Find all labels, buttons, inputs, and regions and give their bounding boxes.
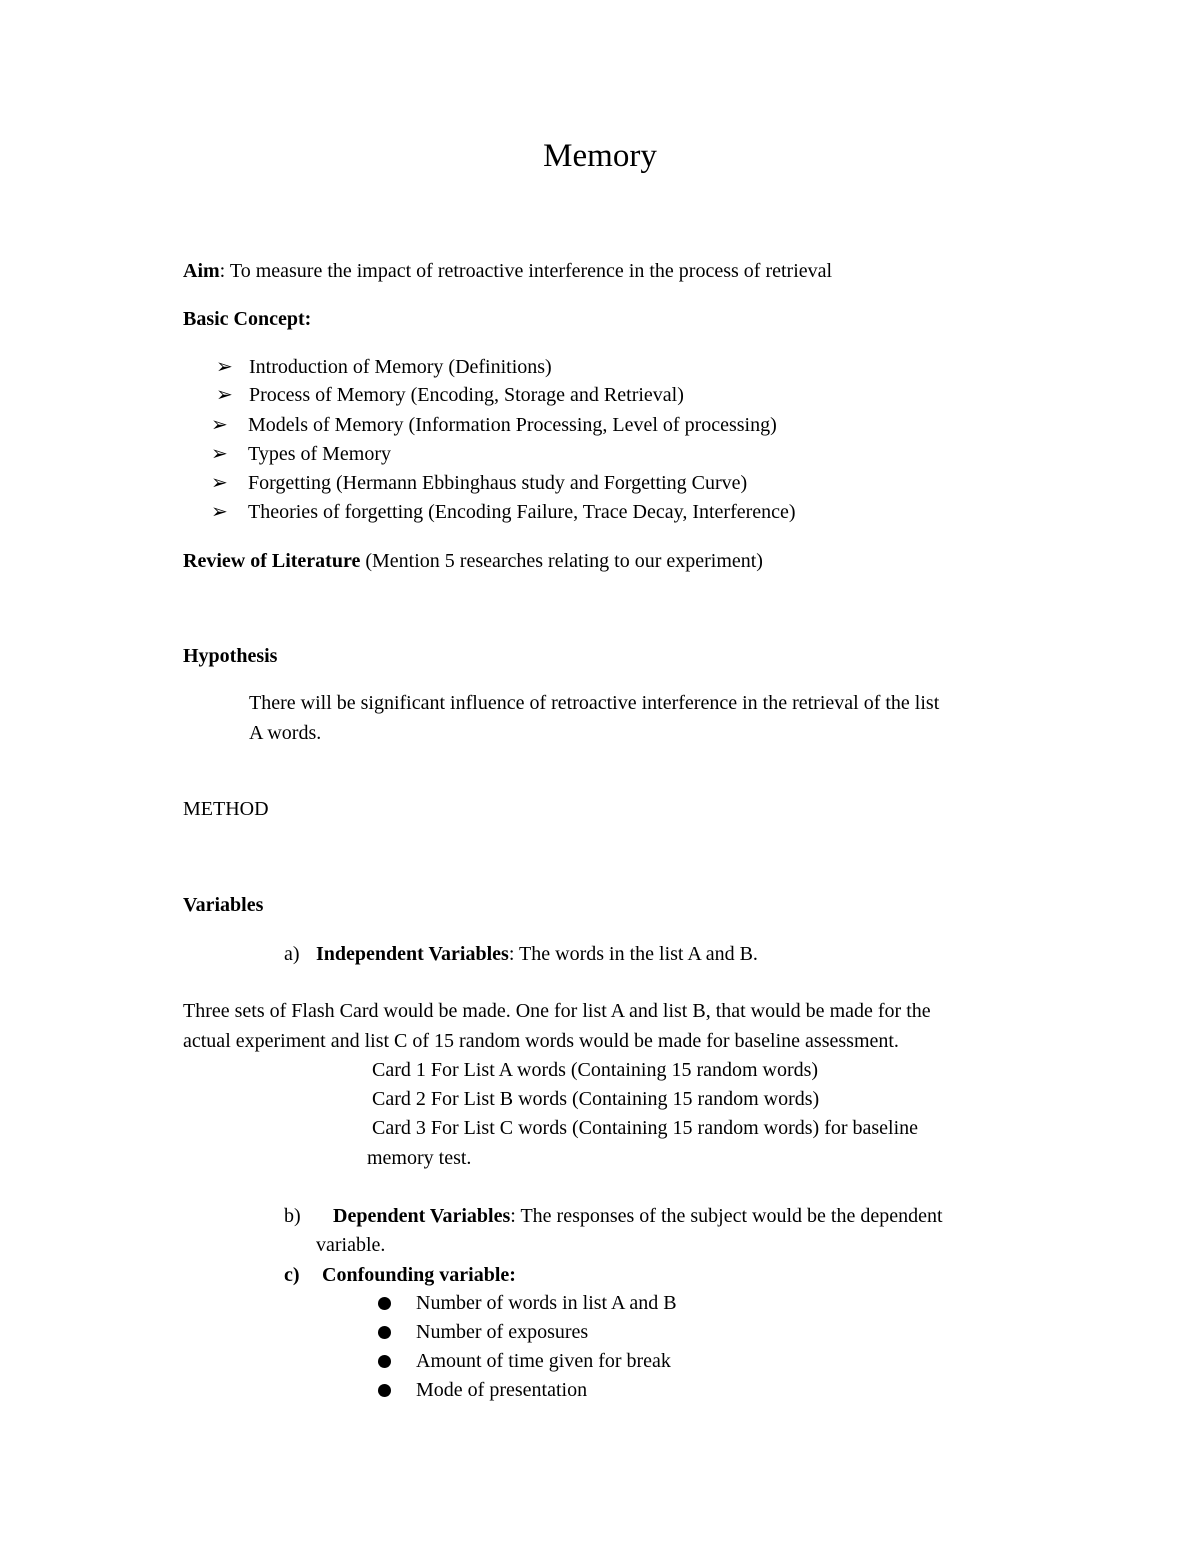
list-marker: c) bbox=[284, 1264, 300, 1286]
bullet-icon bbox=[378, 1384, 391, 1397]
independent-variables-label: Independent Variables bbox=[316, 943, 509, 965]
confounding-item: Amount of time given for break bbox=[416, 1350, 671, 1372]
dependent-variables-label: Dependent Variables bbox=[333, 1205, 511, 1227]
dependent-variables-text: : The responses of the subject would be the dependent bbox=[510, 1205, 943, 1227]
independent-variables-text: : The words in the list A and B. bbox=[508, 943, 758, 965]
hypothesis-heading: Hypothesis bbox=[183, 645, 278, 667]
method-heading: METHOD bbox=[183, 798, 269, 820]
flash-card-text-line: actual experiment and list C of 15 random words would be made for baseline assessment. bbox=[183, 1030, 899, 1052]
independent-variables-line bbox=[316, 942, 758, 966]
card-item: Card 2 For List B words (Containing 15 random words) bbox=[372, 1088, 820, 1110]
dependent-variables-continuation: variable. bbox=[316, 1234, 386, 1256]
aim-label: Aim bbox=[183, 260, 220, 282]
page-title: Memory bbox=[543, 138, 657, 174]
confounding-item: Number of words in list A and B bbox=[416, 1292, 677, 1314]
list-marker: a) bbox=[284, 943, 300, 965]
aim-line bbox=[183, 259, 832, 283]
confounding-item: Number of exposures bbox=[416, 1321, 589, 1343]
concept-item: Introduction of Memory (Definitions) bbox=[249, 356, 552, 378]
confounding-variable-label: Confounding variable: bbox=[322, 1264, 516, 1286]
review-label: Review of Literature bbox=[183, 550, 361, 572]
arrow-bullet-icon: ➢ bbox=[211, 414, 228, 436]
arrow-bullet-icon: ➢ bbox=[216, 356, 233, 378]
bullet-icon bbox=[378, 1326, 391, 1339]
arrow-bullet-icon: ➢ bbox=[211, 472, 228, 494]
dependent-variables-line bbox=[333, 1204, 943, 1228]
confounding-item: Mode of presentation bbox=[416, 1379, 588, 1401]
bullet-icon bbox=[378, 1355, 391, 1368]
bullet-icon bbox=[378, 1297, 391, 1310]
basic-concept-heading: Basic Concept: bbox=[183, 308, 312, 330]
arrow-bullet-icon: ➢ bbox=[211, 501, 228, 523]
concept-item: Theories of forgetting (Encoding Failure, Trace Decay, Interference) bbox=[248, 501, 796, 523]
card-item: Card 1 For List A words (Containing 15 random words) bbox=[372, 1059, 819, 1081]
review-line bbox=[183, 549, 763, 573]
concept-item: Forgetting (Hermann Ebbinghaus study and Forgetting Curve) bbox=[248, 472, 748, 494]
flash-card-text-line: Three sets of Flash Card would be made. One for list A and list B, that would be made for the bbox=[183, 1000, 931, 1022]
concept-item: Types of Memory bbox=[248, 443, 392, 465]
list-marker: b) bbox=[284, 1205, 301, 1227]
aim-text: : To measure the impact of retroactive interference in the process of retrieval bbox=[219, 260, 833, 282]
variables-heading: Variables bbox=[183, 894, 264, 916]
arrow-bullet-icon: ➢ bbox=[216, 384, 233, 406]
hypothesis-text-line: A words. bbox=[249, 722, 322, 744]
concept-item: Process of Memory (Encoding, Storage and Retrieval) bbox=[249, 384, 684, 406]
concept-item: Models of Memory (Information Processing, Level of processing) bbox=[248, 414, 777, 436]
review-text: (Mention 5 researches relating to our experiment) bbox=[360, 550, 763, 572]
hypothesis-text-line: There will be significant influence of retroactive interference in the retrieval of the list bbox=[249, 692, 940, 714]
arrow-bullet-icon: ➢ bbox=[211, 443, 228, 465]
card-item-continuation: memory test. bbox=[367, 1147, 472, 1169]
card-item: Card 3 For List C words (Containing 15 random words) for baseline bbox=[372, 1117, 919, 1139]
